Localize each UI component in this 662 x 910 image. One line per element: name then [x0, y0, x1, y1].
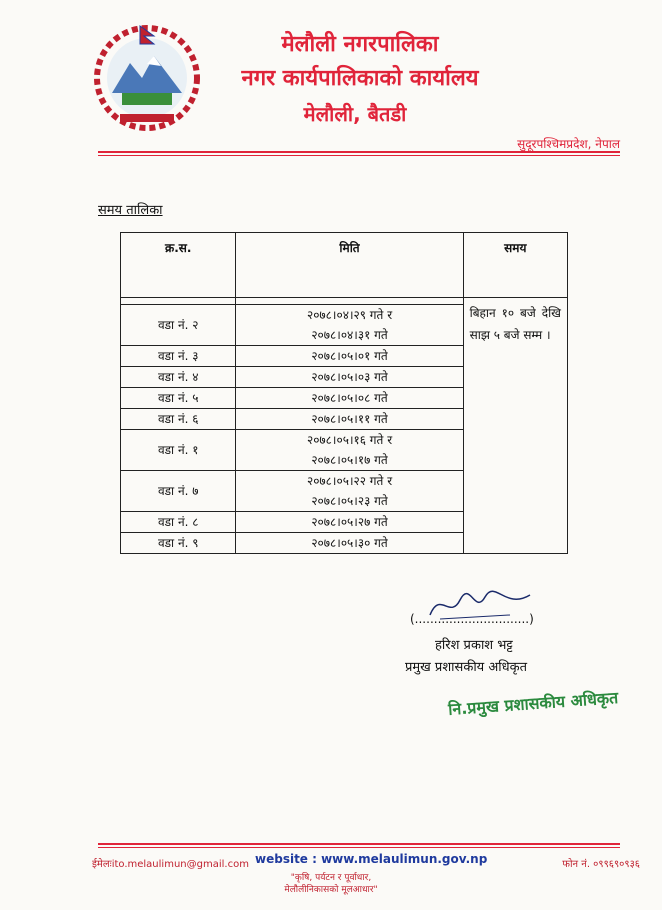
header-divider [98, 151, 620, 153]
date-line: २०७८।०५।२७ गते [311, 515, 388, 529]
ward-cell: वडा नं. ४ [121, 367, 236, 388]
government-emblem-icon [92, 18, 202, 133]
footer-slogan-line1: "कृषि, पर्यटन र पूर्वाधार, [290, 873, 372, 883]
ward-cell: वडा नं. ७ [121, 471, 236, 512]
date-cell [236, 346, 463, 367]
ward-cell: वडा नं. ९ [121, 533, 236, 554]
date-line: २०७८।०५।१६ गते र [306, 433, 393, 447]
signature-line: (..............................) [410, 612, 534, 626]
ward-cell: वडा नं. २ [121, 305, 236, 346]
date-cell [236, 533, 463, 554]
ward-cell: वडा नं. ६ [121, 409, 236, 430]
date-line: २०७८।०५।३० गते [311, 536, 388, 550]
table-spacer-row [121, 298, 568, 305]
footer-phone: फोन नं. ०९९६९०९३६ [562, 859, 640, 870]
official-stamp: नि.प्रमुख प्रशासकीय अधिकृत [447, 688, 619, 719]
footer-slogan-line2: मेलौलीनिकासको मूलआधार" [284, 885, 378, 895]
ward-cell: वडा नं. ५ [121, 388, 236, 409]
section-title: समय तालिका [98, 203, 163, 218]
date-cell [236, 471, 463, 512]
date-line: २०७८।०४।२९ गते र [306, 308, 393, 322]
date-line: २०७८।०५।२२ गते र [306, 474, 393, 488]
schedule-table [120, 232, 568, 554]
footer-divider [98, 843, 620, 845]
date-cell [236, 388, 463, 409]
header-date: मिति [236, 233, 463, 298]
signer-name: हरिश प्रकाश भट्ट [435, 638, 513, 653]
date-line: २०७८।०५।११ गते [311, 412, 388, 426]
header-time: समय [463, 233, 567, 298]
footer-email: ईमेलःito.melaulimun@gmail.com [92, 859, 249, 870]
office-name: नगर कार्यपालिकाको कार्यालय [241, 66, 479, 91]
date-cell [236, 409, 463, 430]
date-line: २०७८।०५।०३ गते [311, 370, 388, 384]
footer-divider-thin [98, 847, 620, 848]
header-serial: क्र.स. [121, 233, 236, 298]
date-line: २०७८।०५।०१ गते [311, 349, 388, 363]
date-line: २०७८।०५।२३ गते [311, 494, 388, 508]
time-cell: बिहान १० बजे देखि साझ ५ बजे सम्म । [463, 298, 567, 554]
date-line: २०७८।०५।०८ गते [311, 391, 388, 405]
date-line: २०७८।०५।१७ गते [311, 453, 388, 467]
ward-cell: वडा नं. ३ [121, 346, 236, 367]
org-name: मेलौली नगरपालिका [281, 32, 439, 57]
ward-cell: वडा नं. ८ [121, 512, 236, 533]
date-cell [236, 430, 463, 471]
office-location: मेलौली, बैतडी [303, 102, 407, 126]
footer-website: website : www.melaulimun.gov.np [255, 852, 488, 866]
header-divider-thin [98, 155, 620, 156]
signer-title: प्रमुख प्रशासकीय अधिकृत [405, 660, 528, 675]
province-label: सुदूरपश्चिमप्रदेश, नेपाल [517, 137, 620, 151]
date-line: २०७८।०४।३१ गते [311, 328, 388, 342]
spacer-cell [236, 298, 463, 305]
date-cell [236, 305, 463, 346]
date-cell [236, 367, 463, 388]
spacer-cell [121, 298, 236, 305]
ward-cell: वडा नं. १ [121, 430, 236, 471]
date-cell [236, 512, 463, 533]
